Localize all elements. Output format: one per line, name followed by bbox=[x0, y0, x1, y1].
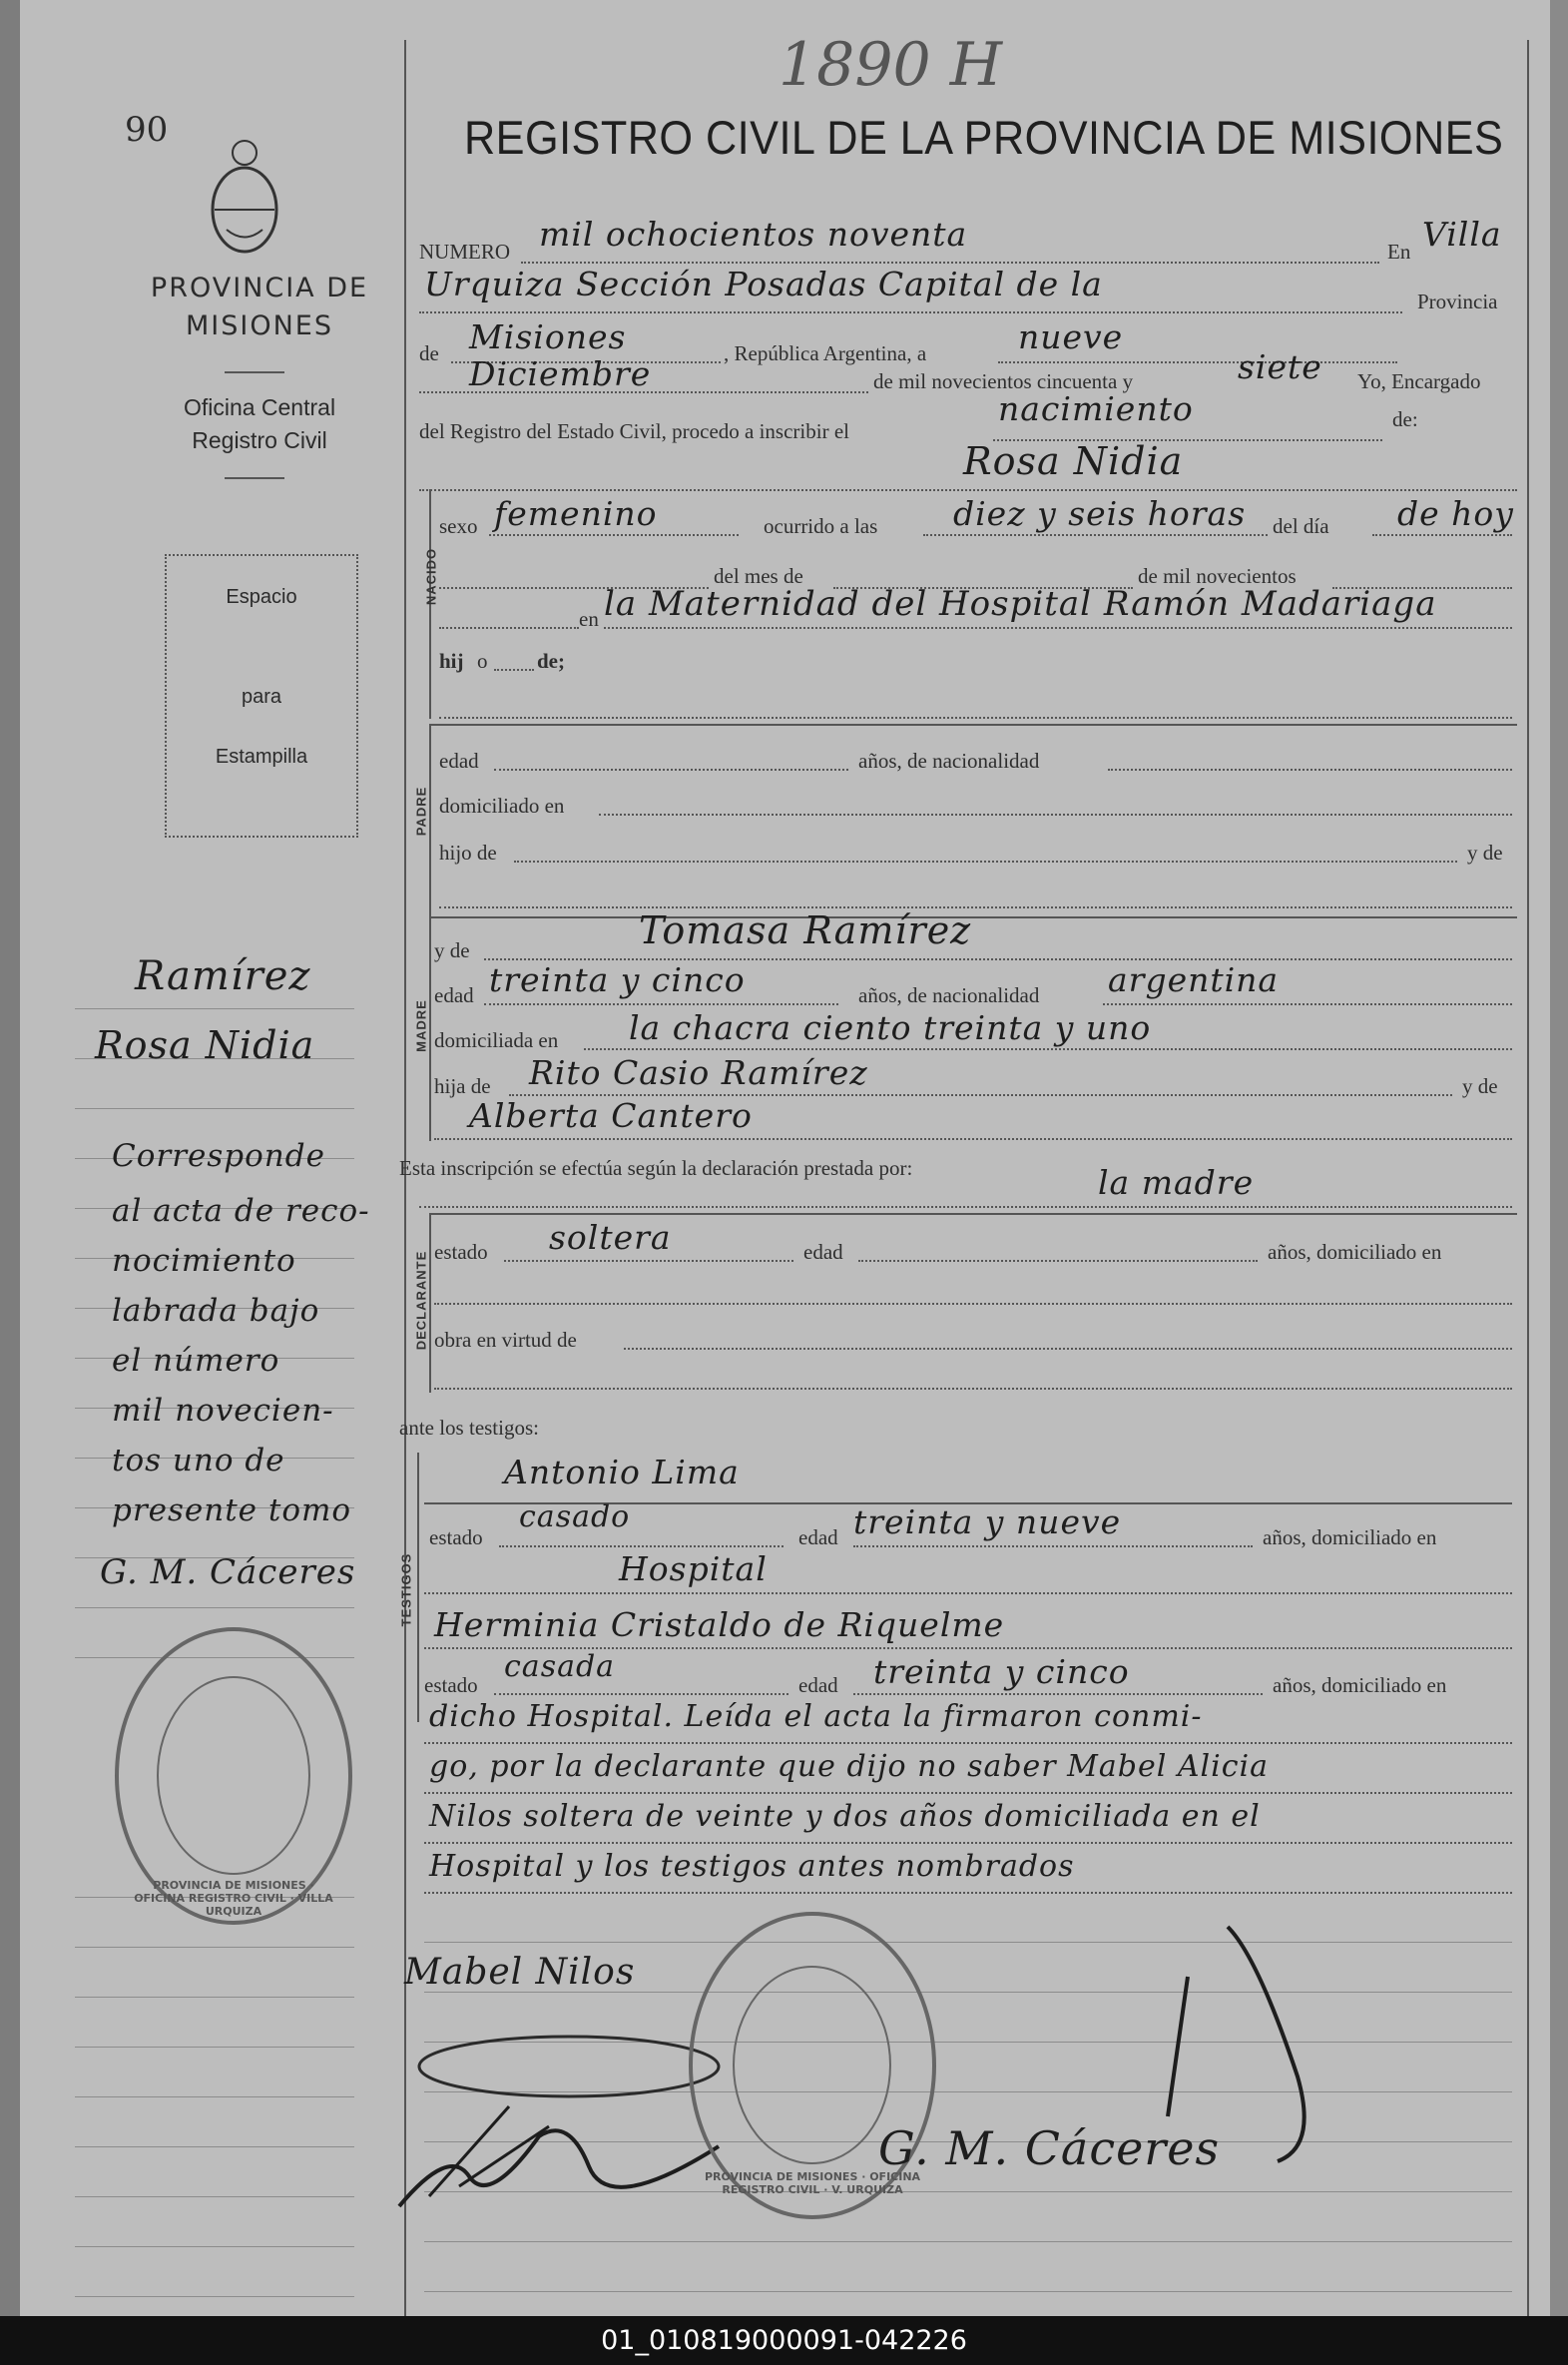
fill-line bbox=[424, 1792, 1512, 1794]
field-label: ocurrido a las bbox=[764, 514, 878, 538]
stamp-space-label: para bbox=[241, 686, 282, 708]
section-divider bbox=[429, 1213, 1517, 1215]
fill-line bbox=[584, 1048, 1512, 1050]
margin-note-line: presente tomo bbox=[112, 1492, 352, 1528]
fill-line bbox=[853, 1693, 1263, 1695]
page-number: 90 bbox=[125, 110, 169, 150]
fill-line bbox=[494, 769, 848, 771]
field-label: , República Argentina, a bbox=[724, 341, 927, 365]
field-value: Alberta Cantero bbox=[469, 1096, 753, 1135]
field-value: casada bbox=[504, 1649, 616, 1684]
field-value: Rito Casio Ramírez bbox=[529, 1053, 868, 1092]
stamp-space-label: Estampilla bbox=[215, 746, 308, 768]
fill-line bbox=[853, 1545, 1253, 1547]
field-value: argentina bbox=[1108, 960, 1280, 999]
divider-line bbox=[1527, 40, 1529, 2316]
field-label: años, de nacionalidad bbox=[858, 749, 1040, 773]
field-label: sexo bbox=[439, 514, 478, 538]
field-label: domiciliado en bbox=[439, 794, 565, 818]
field-label: estado bbox=[434, 1240, 488, 1264]
field-label: obra en virtud de bbox=[434, 1328, 577, 1352]
office-line: Registro Civil bbox=[192, 427, 327, 453]
declarant-value: la madre bbox=[1098, 1163, 1255, 1202]
stamp-space-box bbox=[165, 554, 358, 838]
fill-line bbox=[434, 1303, 1512, 1305]
field-value: treinta y cinco bbox=[873, 1652, 1130, 1691]
child-name: Rosa Nidia bbox=[963, 439, 1184, 483]
margin-note-line: mil novecien- bbox=[112, 1393, 334, 1429]
official-seal bbox=[115, 1627, 352, 1925]
field-value: siete bbox=[1238, 347, 1322, 386]
field-label: de mil novecientos cincuenta y bbox=[873, 369, 1134, 393]
field-label: de: bbox=[1392, 407, 1418, 431]
witness-name: Herminia Cristaldo de Riquelme bbox=[434, 1605, 1005, 1644]
fill-line bbox=[521, 262, 1379, 264]
fill-line bbox=[439, 717, 1512, 719]
field-value: nacimiento bbox=[998, 389, 1194, 428]
field-value: soltera bbox=[549, 1218, 672, 1257]
fill-line bbox=[439, 906, 1512, 908]
field-label: Yo, Encargado bbox=[1357, 369, 1481, 393]
fill-line bbox=[514, 861, 1457, 863]
fill-line bbox=[424, 2241, 1512, 2242]
field-label: años, domiciliado en bbox=[1273, 1673, 1447, 1697]
field-value: treinta y cinco bbox=[489, 960, 746, 999]
field-label: estado bbox=[424, 1673, 478, 1697]
divider-line bbox=[225, 477, 284, 479]
field-value: casado bbox=[519, 1499, 631, 1534]
field-label: Esta inscripción se efectúa según la declaración prestada por: bbox=[399, 1156, 913, 1180]
archive-note: 1890 H bbox=[779, 30, 1003, 100]
field-label: y de bbox=[434, 938, 470, 962]
margin-note-line: tos uno de bbox=[112, 1443, 285, 1478]
fill-line bbox=[424, 1592, 1512, 1594]
fill-line bbox=[419, 1206, 1512, 1208]
field-label: del Registro del Estado Civil, procedo a inscribir el bbox=[419, 419, 849, 443]
field-label: hij bbox=[439, 649, 464, 673]
section-divider bbox=[429, 724, 1517, 726]
section-tag-madre: MADRE bbox=[413, 999, 429, 1052]
observation-line: Nilos soltera de veinte y dos años domiciliada en el bbox=[429, 1799, 1261, 1834]
fill-line bbox=[1372, 534, 1512, 536]
field-label: ante los testigos: bbox=[399, 1416, 539, 1440]
margin-note-signature: G. M. Cáceres bbox=[100, 1552, 356, 1592]
observation-line: Hospital y los testigos antes nombrados bbox=[429, 1849, 1075, 1884]
field-label: de; bbox=[537, 649, 565, 673]
fill-line bbox=[434, 1138, 1512, 1140]
margin-note-line: Ramírez bbox=[135, 953, 311, 999]
margin-note-line: nocimiento bbox=[112, 1243, 296, 1279]
field-label: y de bbox=[1462, 1074, 1498, 1098]
section-bracket bbox=[429, 724, 431, 923]
field-value: de hoy bbox=[1397, 494, 1514, 533]
seal-inner-ring bbox=[733, 1966, 891, 2164]
section-tag-nacido: NACIDO bbox=[423, 547, 439, 606]
fill-line bbox=[858, 1260, 1258, 1262]
signature-registrar: G. M. Cáceres bbox=[878, 2121, 1221, 2175]
field-label: estado bbox=[429, 1525, 483, 1549]
field-label: de bbox=[419, 341, 439, 365]
field-label: años, domiciliado en bbox=[1263, 1525, 1437, 1549]
section-bracket bbox=[417, 1453, 419, 1722]
field-label: hijo de bbox=[439, 841, 497, 865]
signature-declarant: Mabel Nilos bbox=[404, 1952, 636, 1993]
page-title: REGISTRO CIVIL DE LA PROVINCIA DE MISIONES bbox=[464, 111, 1504, 164]
signature-flourish-icon bbox=[1148, 1917, 1367, 2176]
field-label: edad bbox=[434, 983, 474, 1007]
witness-name: Antonio Lima bbox=[504, 1453, 740, 1491]
mother-name: Tomasa Ramírez bbox=[639, 908, 972, 952]
office-line: Oficina Central bbox=[183, 394, 336, 420]
fill-line bbox=[494, 669, 534, 671]
fill-line bbox=[499, 1545, 784, 1547]
fill-line bbox=[424, 1742, 1512, 1744]
fill-line bbox=[1108, 769, 1512, 771]
field-value: Misiones bbox=[469, 317, 627, 356]
fill-line bbox=[1103, 1003, 1512, 1005]
fill-line bbox=[424, 1892, 1512, 1894]
field-label: de mil novecientos bbox=[1138, 564, 1297, 588]
field-value: la chacra ciento treinta y uno bbox=[629, 1008, 1152, 1047]
field-label: edad bbox=[803, 1240, 843, 1264]
field-label: edad bbox=[798, 1673, 838, 1697]
field-value: Diciembre bbox=[469, 354, 652, 393]
fill-line bbox=[504, 1260, 793, 1262]
seal-inner-ring bbox=[157, 1676, 310, 1875]
fill-line bbox=[599, 814, 1512, 816]
field-value: treinta y nueve bbox=[853, 1502, 1122, 1541]
field-label: años, de nacionalidad bbox=[858, 983, 1040, 1007]
observation-line: go, por la declarante que dijo no saber Mabel Alicia bbox=[429, 1749, 1270, 1784]
field-value: mil ochocientos noventa bbox=[539, 215, 968, 254]
field-label: en bbox=[579, 607, 599, 631]
section-tag-declarante: DECLARANTE bbox=[413, 1250, 429, 1351]
margin-note-line: al acta de reco- bbox=[112, 1193, 370, 1229]
fill-line bbox=[624, 1348, 1512, 1350]
page-edge bbox=[1550, 0, 1568, 2316]
observation-line: dicho Hospital. Leída el acta la firmaron conmi- bbox=[429, 1699, 1203, 1734]
field-label: edad bbox=[439, 749, 479, 773]
fill-line bbox=[439, 627, 579, 629]
fill-line bbox=[494, 1693, 788, 1695]
seal-text: PROVINCIA DE MISIONES · OFICINA REGISTRO CIVIL · VILLA URQUIZA bbox=[134, 1879, 333, 1918]
coat-of-arms-icon bbox=[205, 135, 284, 260]
fill-line bbox=[923, 534, 1268, 536]
fill-line bbox=[424, 2291, 1512, 2292]
fill-line bbox=[998, 361, 1397, 363]
section-tag-testigos: TESTIGOS bbox=[398, 1552, 414, 1627]
margin-note-line: Rosa Nidia bbox=[95, 1023, 315, 1067]
stamp-space-label: Espacio bbox=[226, 586, 297, 608]
field-value: Urquiza Sección Posadas Capital de la bbox=[424, 265, 1103, 303]
margin-note-line: labrada bajo bbox=[112, 1293, 320, 1329]
section-bracket bbox=[429, 1213, 431, 1393]
field-label: domiciliada en bbox=[434, 1028, 559, 1052]
fill-line bbox=[484, 1003, 838, 1005]
field-label: NUMERO bbox=[419, 240, 511, 264]
field-label: Provincia bbox=[1417, 290, 1498, 313]
section-bracket bbox=[429, 916, 431, 1141]
margin-note-line: el número bbox=[112, 1343, 280, 1379]
section-divider bbox=[429, 916, 1517, 918]
document-id-footer: 01_010819000091-042226 bbox=[0, 2316, 1568, 2365]
field-label: edad bbox=[798, 1525, 838, 1549]
field-value: o bbox=[477, 649, 488, 673]
page-binding bbox=[0, 0, 20, 2316]
province-name: PROVINCIA DE MISIONES bbox=[150, 273, 369, 341]
field-value: nueve bbox=[1018, 317, 1124, 356]
field-label: hija de bbox=[434, 1074, 491, 1098]
field-value: Villa bbox=[1422, 215, 1502, 254]
field-label: del mes de bbox=[714, 564, 803, 588]
field-label: del día bbox=[1273, 514, 1329, 538]
fill-line bbox=[424, 1842, 1512, 1844]
field-value: Hospital bbox=[619, 1549, 768, 1588]
field-value: femenino bbox=[494, 494, 658, 533]
fill-line bbox=[604, 627, 1512, 629]
fill-line bbox=[419, 489, 1517, 491]
birth-place: la Maternidad del Hospital Ramón Madariaga bbox=[604, 584, 1437, 624]
field-label: En bbox=[1387, 240, 1411, 264]
field-label: y de bbox=[1467, 841, 1503, 865]
fill-line bbox=[434, 1388, 1512, 1390]
field-label: años, domiciliado en bbox=[1268, 1240, 1442, 1264]
fill-line bbox=[489, 534, 739, 536]
fill-line bbox=[419, 311, 1402, 313]
seal-text: PROVINCIA DE MISIONES · OFICINA REGISTRO CIVIL · V. URQUIZA bbox=[704, 2170, 921, 2196]
section-tag-padre: PADRE bbox=[413, 786, 429, 837]
margin-note-line: Corresponde bbox=[112, 1138, 325, 1174]
field-value: diez y seis horas bbox=[953, 494, 1247, 533]
divider-line bbox=[225, 371, 284, 373]
